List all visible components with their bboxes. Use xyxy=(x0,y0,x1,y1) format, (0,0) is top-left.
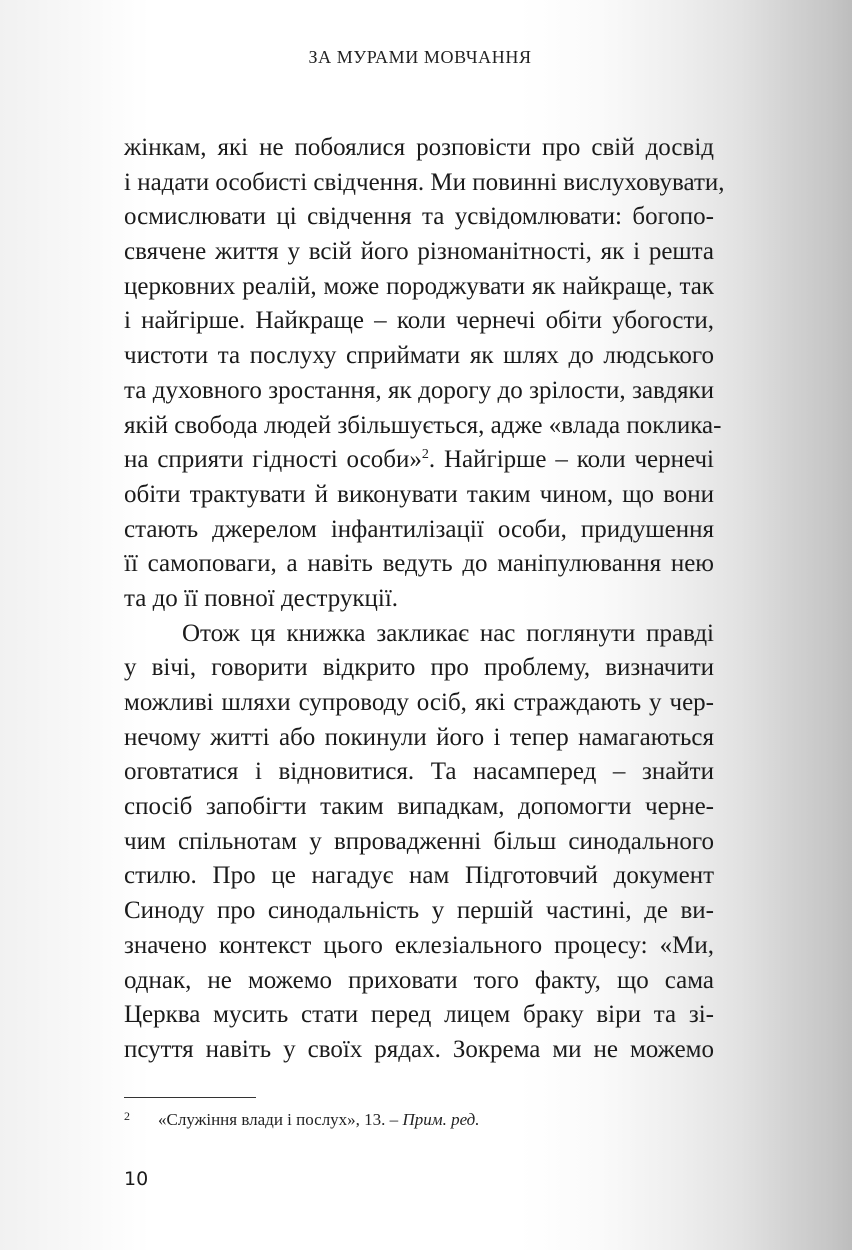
body-line: оговтатися і відновитися. Та насамперед – знайти xyxy=(124,758,714,786)
body-line: спосіб запобігти таким випадкам, допомогти черне- xyxy=(124,793,714,821)
body-text xyxy=(124,131,725,1068)
body-line: чим спільнотам у впровадженні більш синодального xyxy=(124,827,714,855)
footnote-text: «Служіння влади і послух», 13. – xyxy=(158,1110,403,1129)
body-line: якій свобода людей збільшується, адже «влада поклика- xyxy=(124,411,722,439)
body-line: її самоповаги, а навіть ведуть до маніпулювання нею xyxy=(124,550,714,578)
body-line: нечому житті або покинули його і тепер намагаються xyxy=(124,723,714,751)
footnote-divider xyxy=(124,1097,256,1098)
body-line-part: . Найгірше – коли чернечі xyxy=(428,446,714,474)
body-line: стають джерелом інфантилізації особи, придушення xyxy=(124,515,714,543)
body-line: свячене життя у всій його різноманітності, як і решта xyxy=(124,238,714,266)
body-line: однак, не можемо приховати того факту, що сама xyxy=(124,966,714,994)
body-line: та до її повної деструкції. xyxy=(124,584,399,612)
body-line: стилю. Про це нагадує нам Підготовчий документ xyxy=(124,862,714,890)
running-head: ЗА МУРАМИ МОВЧАННЯ xyxy=(308,47,532,67)
page-number: 10 xyxy=(124,1168,149,1190)
body-line: Синоду про синодальність у першій частині, де ви- xyxy=(124,897,714,925)
body-line: Церква мусить стати перед лицем браку віри та зі- xyxy=(124,1001,714,1029)
footnote-marker[interactable]: 2 xyxy=(421,447,429,463)
body-line: церковних реалій, може породжувати як найкраще, так xyxy=(124,272,714,300)
footnote xyxy=(124,1109,480,1130)
body-line: і надати особисті свідчення. Ми повинні вислуховувати, xyxy=(124,168,725,196)
body-line-with-footnote xyxy=(124,443,714,478)
body-line-part: на сприяти гідності особи» xyxy=(124,446,422,474)
body-line: значено контекст цього еклезіального процесу: «Ми, xyxy=(124,931,714,959)
body-line: осмислювати ці свідчення та усвідомлювати: богопо- xyxy=(124,203,714,231)
body-line: обіти трактувати й виконувати таким чином, що вони xyxy=(124,480,714,508)
body-line: жінкам, які не побоялися розповісти про свій досвід xyxy=(124,134,714,161)
paragraph-start-line: Отож ця книжка закликає нас поглянути правді xyxy=(182,619,714,647)
footnote-number: 2 xyxy=(124,1109,130,1123)
body-line: псуття навіть у своїх рядах. Зокрема ми не можемо xyxy=(124,1035,714,1063)
body-line: чистоти та послуху сприймати як шлях до людського xyxy=(124,342,714,370)
body-line: та духовного зростання, як дорогу до зрілости, завдяки xyxy=(124,376,714,404)
body-line: можливі шляхи супроводу осіб, які страждають у чер- xyxy=(124,689,714,716)
body-line: у вічі, говорити відкрито про проблему, визначити xyxy=(124,654,714,682)
body-line: і найгірше. Найкраще – коли чернечі обіти убогости, xyxy=(124,307,714,335)
footnote-reference: Прим. ред. xyxy=(402,1110,480,1129)
